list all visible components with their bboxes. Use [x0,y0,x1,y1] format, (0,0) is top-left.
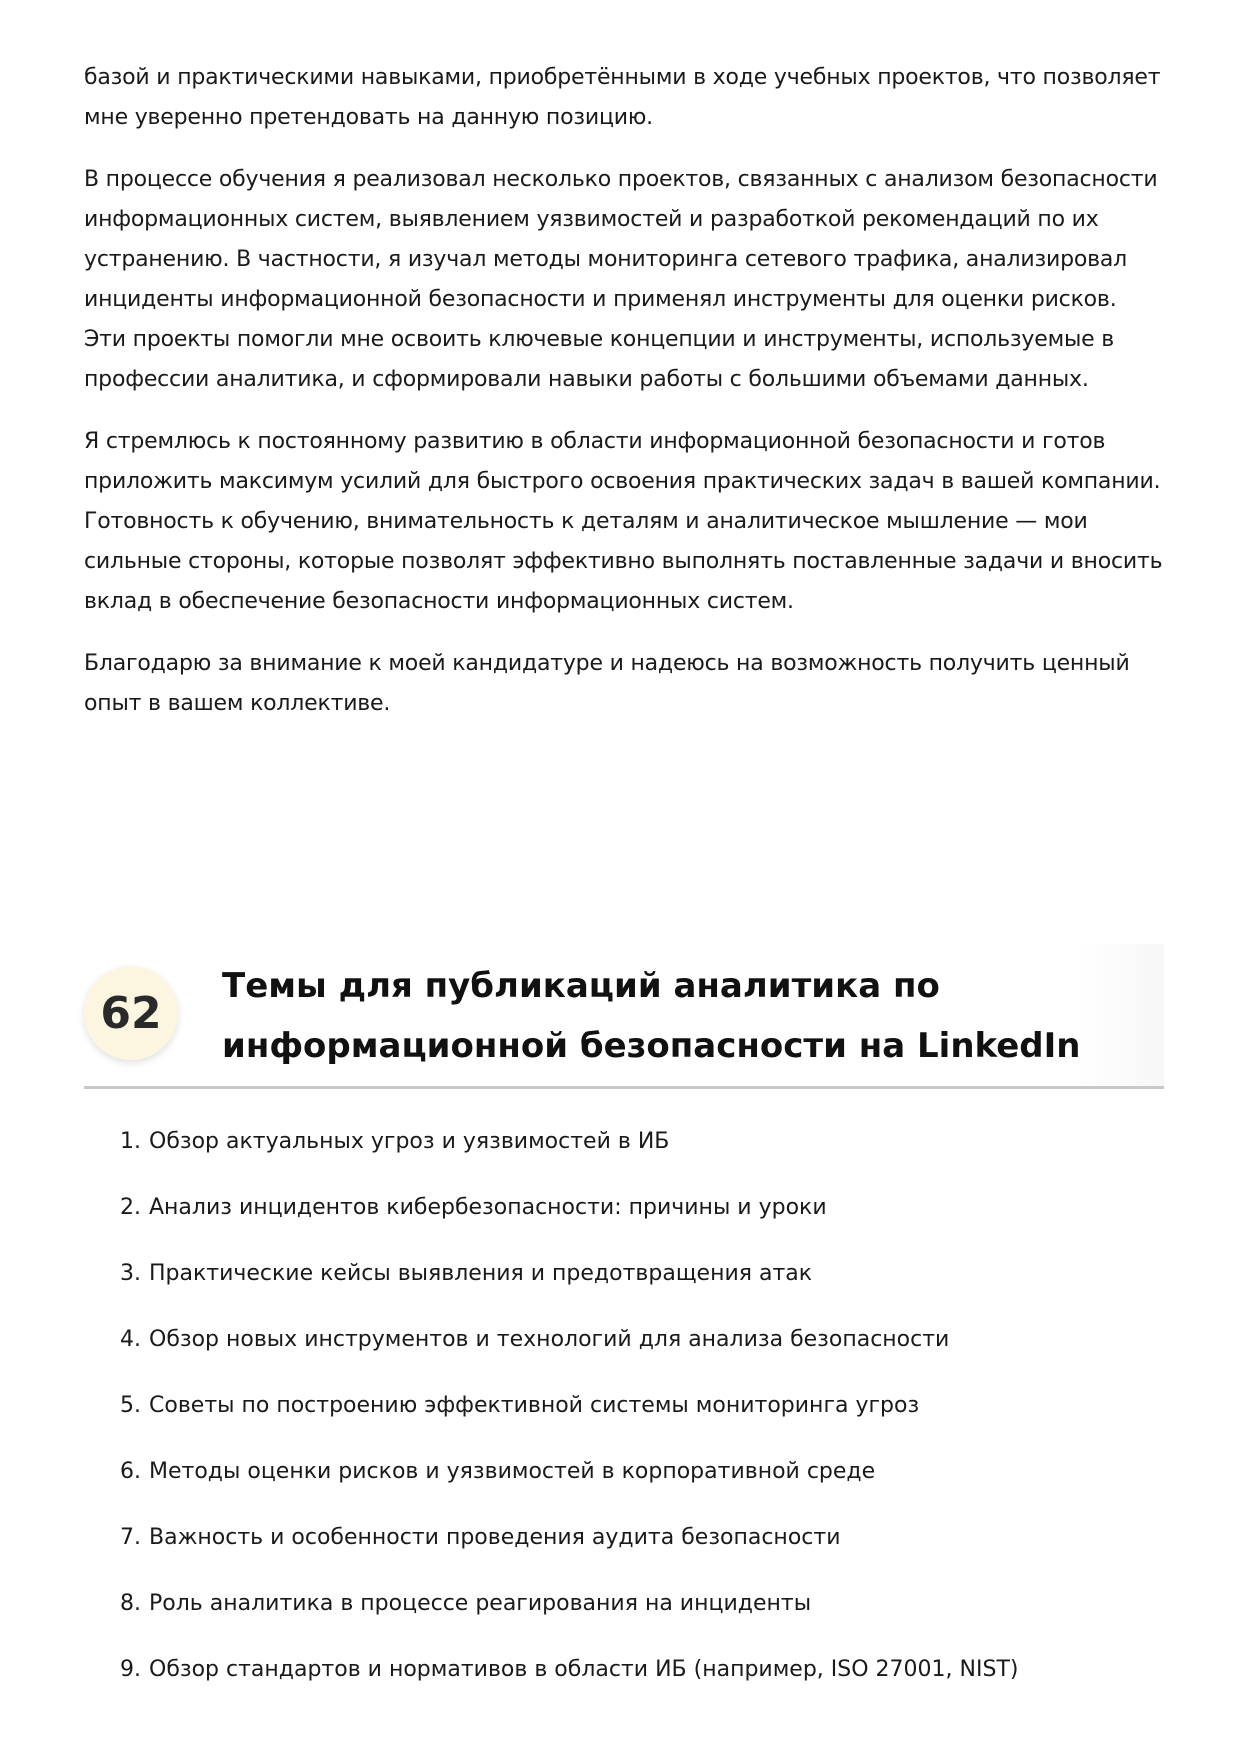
letter-body [84,58,1164,746]
list-item-number: 8. [120,1591,141,1616]
list-item-text: Роль аналитика в процессе реагирования на инциденты [149,1591,812,1616]
topics-list [84,1109,1164,1703]
list-item [120,1505,1164,1571]
section-number-badge: 62 [84,966,178,1060]
list-item [120,1175,1164,1241]
list-item-number: 9. [120,1657,141,1682]
list-item [120,1307,1164,1373]
list-item [120,1373,1164,1439]
paragraph: базой и практическими навыками, приобретёнными в ходе учебных проектов, что позволяет мне уверенно претендовать на данную позицию. [84,65,1161,130]
list-item [120,1571,1164,1637]
list-item-number: 2. [120,1195,141,1220]
list-item-text: Обзор новых инструментов и технологий для анализа безопасности [149,1327,950,1352]
list-item [120,1439,1164,1505]
list-item-number: 5. [120,1393,141,1418]
topics-section [84,944,1164,1703]
list-item [120,1637,1164,1703]
paragraph: Благодарю за внимание к моей кандидатуре и надеюсь на возможность получить ценный опыт в вашем коллективе. [84,651,1130,716]
paragraph: Я стремлюсь к постоянному развитию в области информационной безопасности и готов приложить максимум усилий для быстрого освоения практических задач в вашей компании. Готовность к обучению, внимательность к деталям и аналитическое мышление — мои сильные стороны, которые позволят эффективно выполнять поставленные задачи и вносить вклад в обеспечение безопасности информационных систем. [84,429,1163,614]
section-header [84,944,1164,1089]
list-item-text: Практические кейсы выявления и предотвращения атак [149,1261,813,1286]
list-item-number: 4. [120,1327,141,1352]
paragraph: В процессе обучения я реализовал несколько проектов, связанных с анализом безопасности информационных систем, выявлением уязвимостей и разработкой рекомендаций по их устранению. В частности, я изучал методы мониторинга сетевого трафика, анализировал инциденты информационной безопасности и применял инструменты для оценки рисков. Эти проекты помогли мне освоить ключевые концепции и инструменты, используемые в профессии аналитика, и сформировали навыки работы с большими объемами данных. [84,167,1158,392]
list-item [120,1241,1164,1307]
section-title: Темы для публикаций аналитика по информационной безопасности на LinkedIn [222,966,1081,1066]
list-item-number: 3. [120,1261,141,1286]
list-item-text: Советы по построению эффективной системы мониторинга угроз [149,1393,920,1418]
list-item-number: 1. [120,1129,141,1154]
list-item-text: Обзор актуальных угроз и уязвимостей в ИБ [149,1129,670,1154]
list-item-text: Методы оценки рисков и уязвимостей в корпоративной среде [149,1459,876,1484]
list-item-text: Обзор стандартов и нормативов в области ИБ (например, ISO 27001, NIST) [149,1657,1019,1682]
list-item-text: Важность и особенности проведения аудита безопасности [149,1525,841,1550]
list-item-text: Анализ инцидентов кибербезопасности: причины и уроки [149,1195,827,1220]
list-item-number: 6. [120,1459,141,1484]
list-item-number: 7. [120,1525,141,1550]
list-item [120,1109,1164,1175]
